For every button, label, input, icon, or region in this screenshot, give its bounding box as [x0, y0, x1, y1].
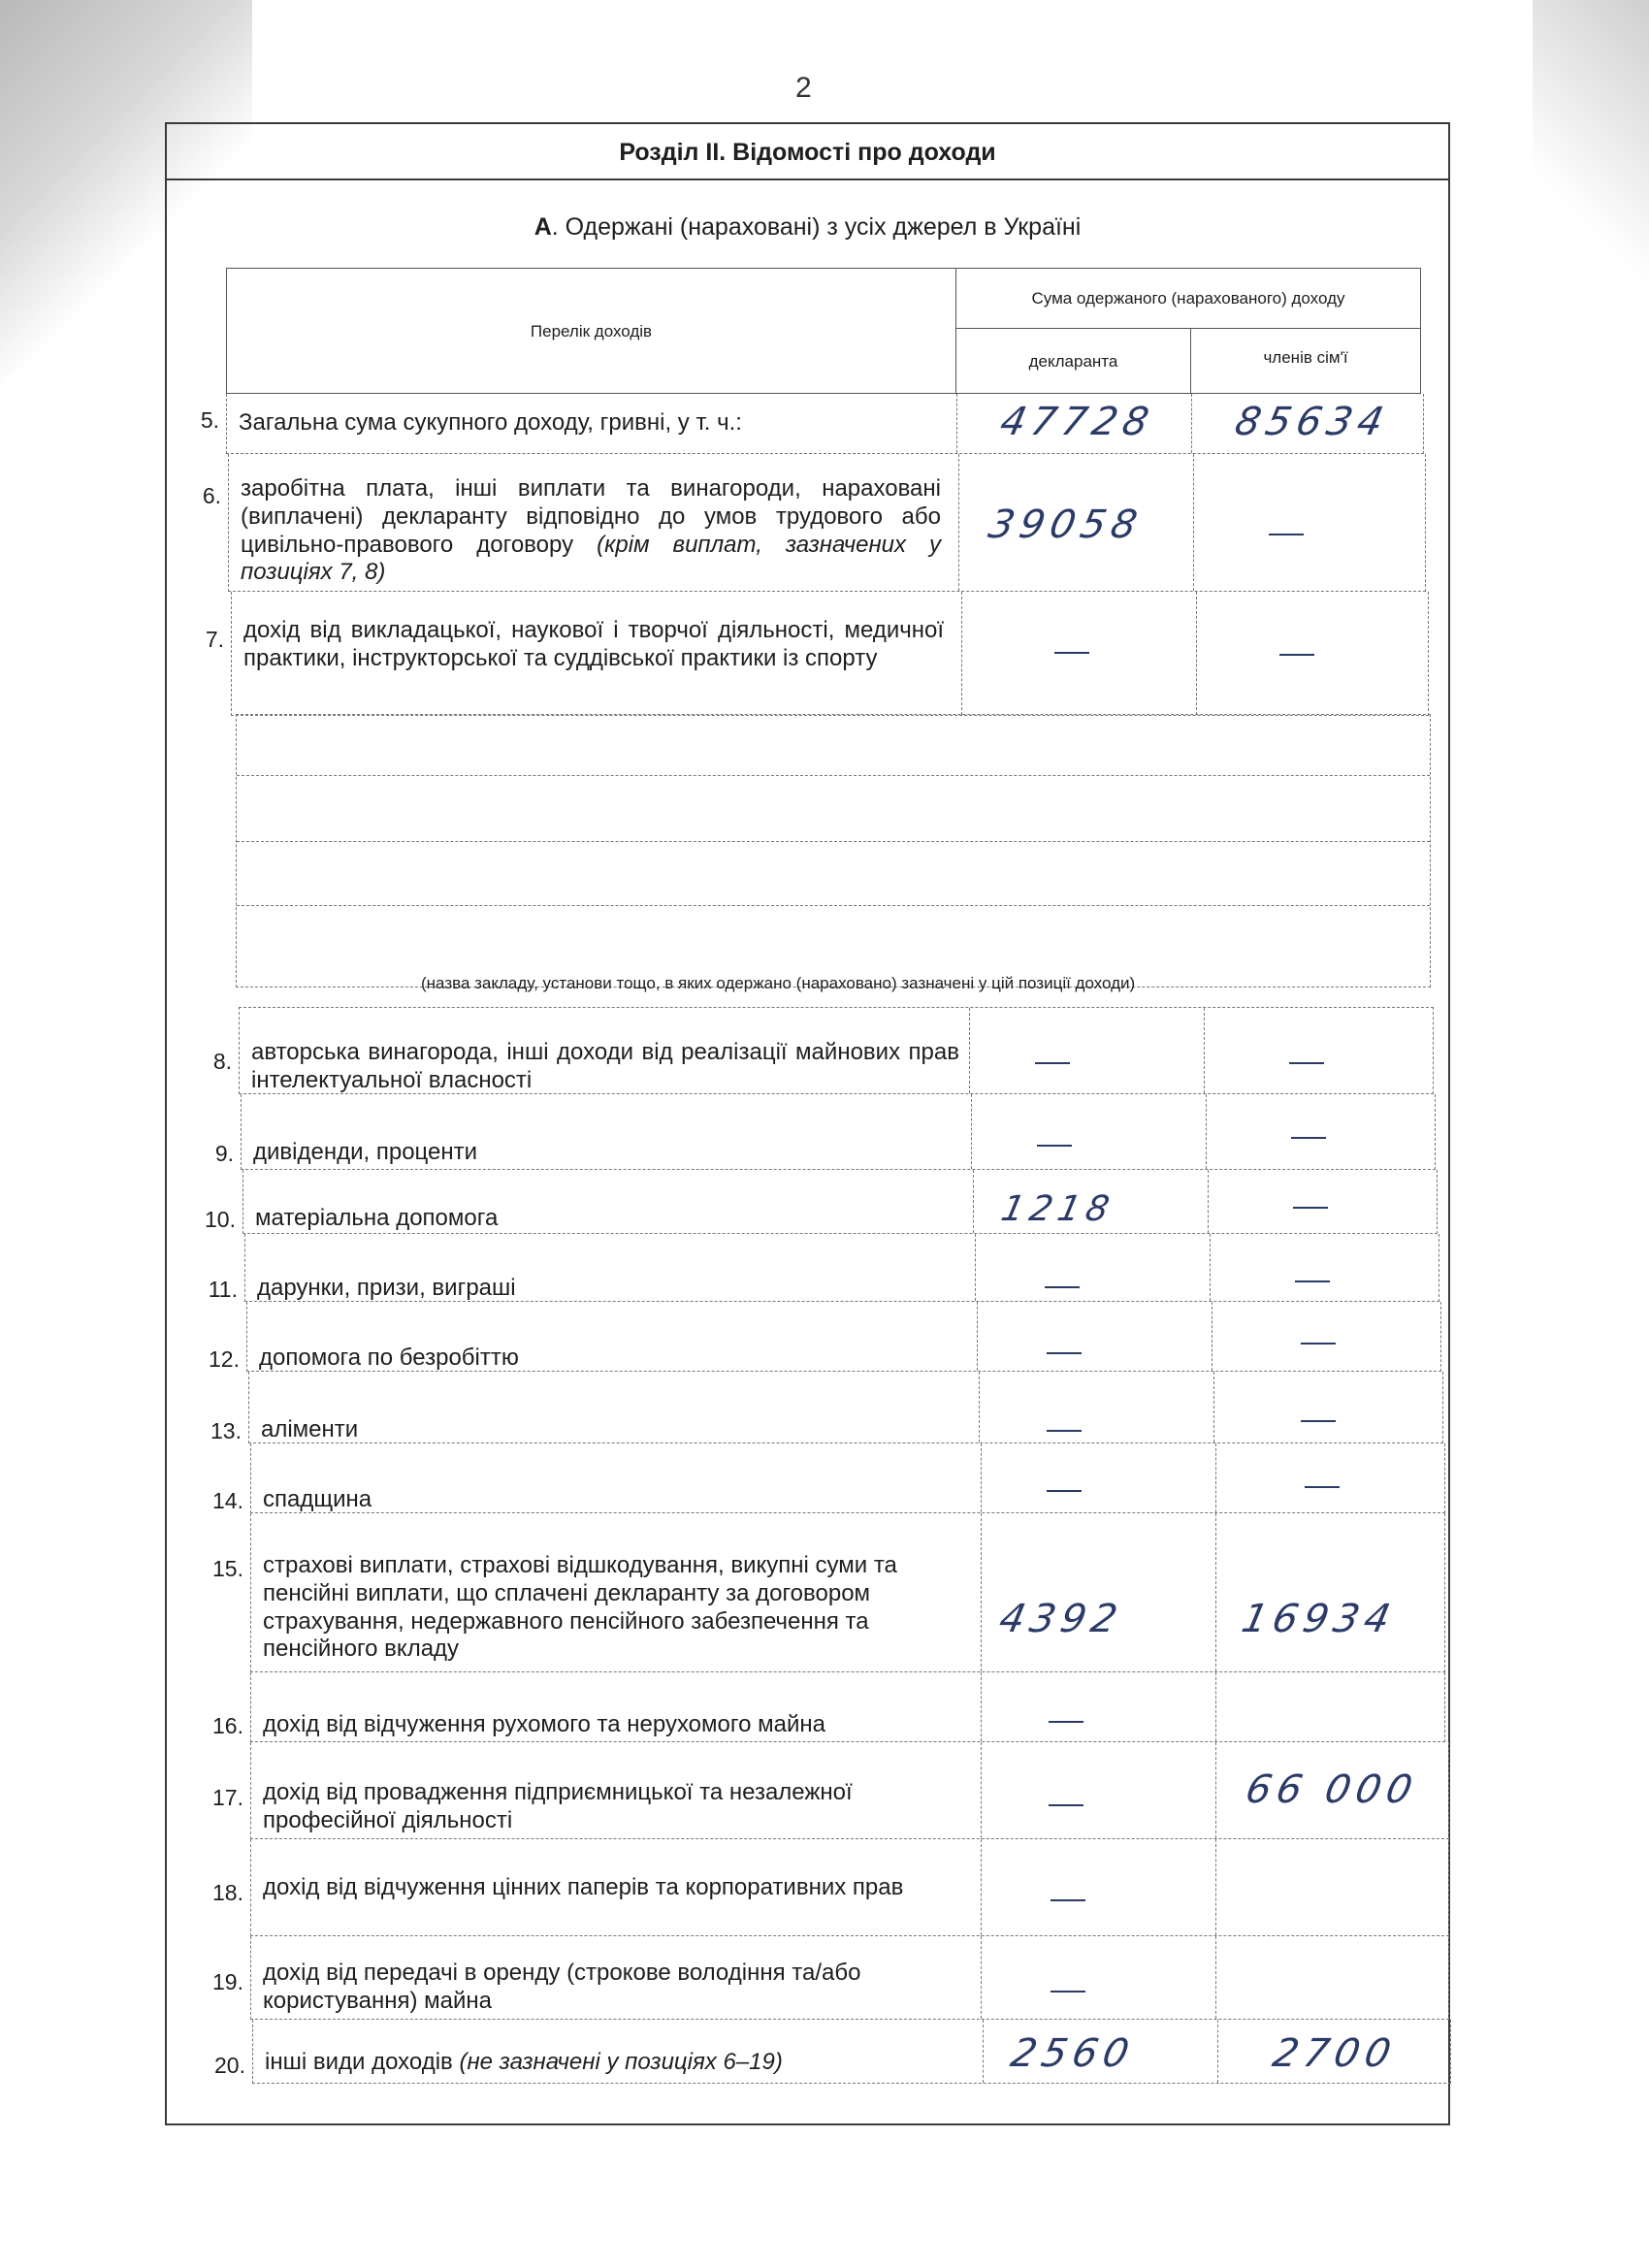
row-number: 19. [212, 1969, 243, 1994]
family-dash [1279, 654, 1314, 656]
subtitle [167, 213, 1448, 242]
table-row [202, 454, 1426, 592]
scan-shadow-right [1533, 0, 1649, 407]
row-number: 16. [212, 1713, 243, 1738]
table-row [212, 1443, 1445, 1513]
row-number: 7. [205, 627, 224, 652]
row-number: 9. [214, 1141, 234, 1166]
table-row [212, 1742, 1449, 1839]
table-row [209, 1302, 1441, 1372]
declarant-value: 39058 [985, 502, 1148, 547]
row-label: авторська винагорода, інші доходи від реалізації майнових прав інтелектуальної власності [251, 1039, 959, 1093]
family-value: 2700 [1269, 2031, 1401, 2076]
row-number: 11. [208, 1277, 238, 1302]
declarant-dash [1037, 1145, 1072, 1147]
declarant-value: 1218 [997, 1189, 1118, 1229]
table-row [212, 1672, 1445, 1742]
header-sum: Сума одержаного (нарахованого) доходу [956, 269, 1420, 329]
row-label: Загальна сума сукупного доходу, гривні, у т. ч.: [239, 409, 742, 436]
declarant-dash [1047, 1352, 1082, 1354]
section-title: Розділ II. Відомості про доходи [167, 124, 1448, 180]
row-label: аліменти [261, 1416, 359, 1442]
row-number: 12. [209, 1346, 240, 1372]
declarant-value: 4392 [995, 1597, 1127, 1641]
row-label: дохід від викладацької, наукової і творчої діяльності, медичної практики, інструкторської та суддівської практики із спорту [243, 617, 944, 671]
row-number: 8. [212, 1049, 232, 1074]
declarant-value: 2560 [1007, 2031, 1139, 2076]
declarant-dash [1035, 1062, 1070, 1064]
row-label: дохід від відчуження цінних паперів та корпоративних прав [263, 1874, 904, 1900]
declarant-dash [1051, 1991, 1085, 1993]
row-number: 17. [212, 1785, 243, 1810]
declarant-dash [1049, 1804, 1083, 1806]
institution-lines [236, 714, 1431, 988]
row-label: страхові виплати, страхові відшкодування, викупні суми та пенсійні виплати, що сплачені декларанту за договором страхування, недержавного пенсійного забезпечення та пенсійного вкладу [263, 1552, 897, 1663]
table-row [212, 1839, 1449, 1936]
row-number: 13. [210, 1418, 242, 1443]
declarant-dash [1047, 1430, 1082, 1432]
declarant-dash [1054, 652, 1089, 654]
subtitle-text: . Одержані (нараховані) з усіх джерел в Україні [551, 213, 1082, 241]
family-dash [1269, 534, 1304, 535]
table-row [214, 1094, 1436, 1170]
family-value: 85634 [1231, 400, 1394, 444]
table-row [214, 2020, 1451, 2084]
header-family: членів сім'ї [1263, 348, 1348, 367]
row-number: 20. [214, 2053, 245, 2078]
page-number: 2 [795, 72, 812, 104]
family-dash [1289, 1062, 1324, 1064]
family-dash [1305, 1486, 1340, 1488]
family-value: 66 000 [1242, 1767, 1422, 1812]
family-dash [1301, 1343, 1336, 1345]
table-row [212, 1513, 1445, 1672]
row-label: допомога по безробіттю [259, 1345, 519, 1371]
row-number: 15. [212, 1556, 243, 1581]
declarant-dash [1047, 1490, 1082, 1492]
family-value: 16934 [1238, 1597, 1401, 1641]
row-number: 18. [212, 1880, 243, 1905]
declarant-dash [1045, 1286, 1080, 1288]
row-label [241, 475, 941, 587]
header-declarant: декларанта [956, 329, 1191, 393]
table-row [208, 1234, 1439, 1302]
family-dash [1301, 1420, 1336, 1422]
row-number: 14. [212, 1488, 243, 1513]
table-header [226, 268, 1421, 394]
declarant-dash [1051, 1899, 1085, 1901]
table-row [205, 1170, 1438, 1234]
family-dash [1291, 1137, 1326, 1139]
declarant-dash [1049, 1721, 1083, 1723]
declarant-value: 47728 [996, 400, 1159, 444]
row-label-italic: (крім виплат, зазначених у позиціях 7, 8) [241, 531, 942, 586]
row-label: дохід від відчуження рухомого та нерухомого майна [263, 1711, 825, 1737]
table-row [200, 394, 1424, 454]
row-number: 6. [202, 483, 221, 508]
row-label-text: заробітна плата, інші виплати та винагороди, нараховані (виплачені) декларанту відповідно до умов трудового або цивільно-правового договору [241, 475, 941, 558]
row-label [265, 2049, 954, 2077]
row-number: 10. [205, 1207, 236, 1232]
row-label: матеріальна допомога [255, 1205, 499, 1231]
row-label: дохід від передачі в оренду (строкове володіння та/або користування) майна [263, 1960, 861, 2014]
row-label-italic: (не зазначені у позиціях 6–19) [459, 2049, 783, 2075]
row-number: 5. [200, 407, 219, 433]
row-label: дарунки, призи, виграші [257, 1275, 516, 1301]
row-label: дивіденди, проценти [253, 1139, 478, 1165]
institution-caption: (назва закладу, установи тощо, в яких одержано (нараховано) зазначені у цій позиції доходи) [421, 974, 1136, 992]
family-dash [1295, 1280, 1330, 1282]
header-list: Перелік доходів [227, 269, 956, 393]
table-row [212, 1007, 1434, 1094]
row-label: дохід від провадження підприємницької та незалежної професійної діяльності [263, 1779, 853, 1833]
row-label: спадщина [263, 1486, 372, 1512]
row-label-text: інші види доходів [265, 2049, 453, 2075]
table-row [212, 1936, 1449, 2020]
table-row [205, 592, 1429, 716]
table-row [210, 1372, 1443, 1443]
subtitle-prefix: А [534, 213, 552, 241]
family-dash [1293, 1207, 1328, 1209]
